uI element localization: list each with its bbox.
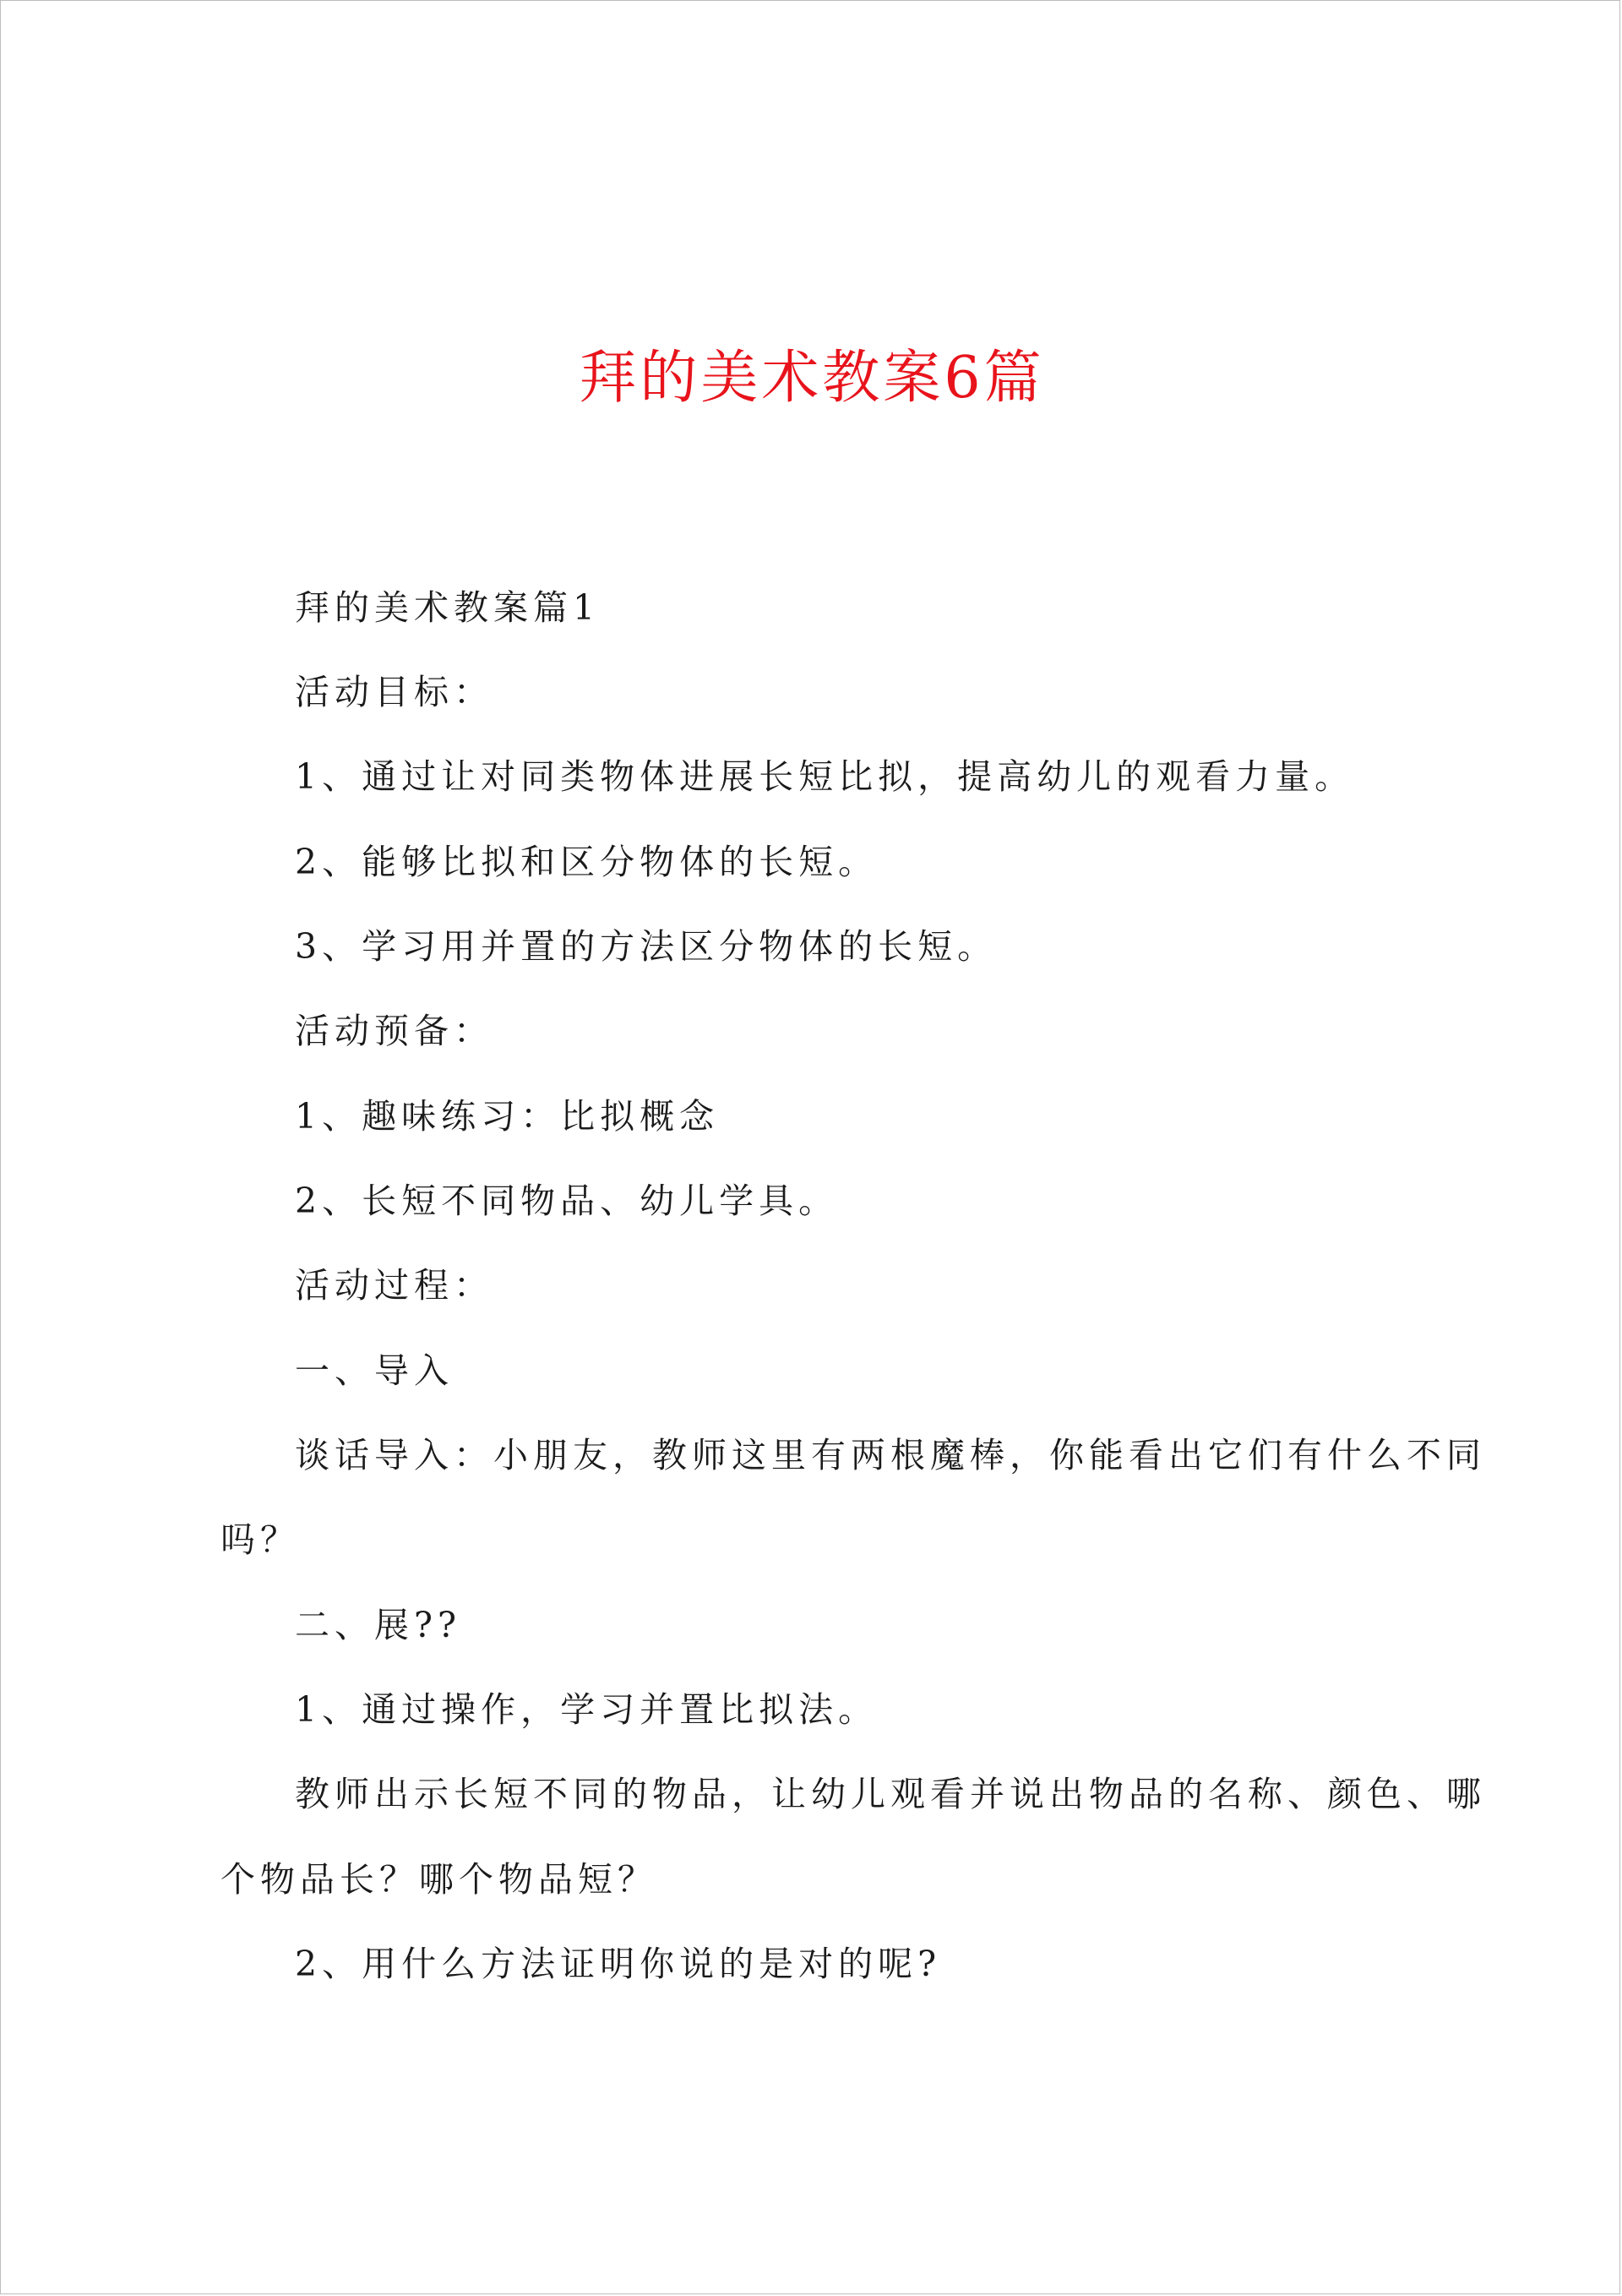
paragraph-line: 3、学习用并置的方法区分物体的长短。: [295, 926, 998, 967]
paragraph-line: 活动预备：: [295, 1011, 493, 1051]
paragraph-line: 2、能够比拟和区分物体的长短。: [295, 842, 879, 882]
paragraph-line: 1、通过操作，学习并置比拟法。: [295, 1689, 879, 1730]
document-title: 拜的美术教案6篇: [579, 345, 1045, 412]
paragraph-line: 1、趣味练习：比拟概念: [295, 1096, 720, 1137]
paragraph-line: 个物品长？哪个物品短？: [220, 1859, 657, 1900]
paragraph-line: 谈话导入：小朋友，教师这里有两根魔棒，你能看出它们有什么不同: [295, 1435, 1486, 1475]
paragraph-line: 2、长短不同物品、幼儿学具。: [295, 1181, 839, 1221]
paragraph-line: 教师出示长短不同的物品，让幼儿观看并说出物品的名称、颜色、哪: [295, 1774, 1486, 1814]
paragraph-line: 一、导入: [295, 1350, 454, 1391]
paragraph-line: 活动过程：: [295, 1265, 493, 1306]
paragraph-line: 二、展??: [295, 1605, 461, 1645]
paragraph-line: 1、通过让对同类物体进展长短比拟，提高幼儿的观看力量。: [295, 756, 1355, 797]
paragraph-line: 吗？: [220, 1519, 300, 1560]
section-heading: 拜的美术教案篇1: [295, 587, 601, 628]
paragraph-line: 活动目标：: [295, 672, 493, 712]
paragraph-line: 2、用什么方法证明你说的是对的呢?: [295, 1944, 942, 1984]
